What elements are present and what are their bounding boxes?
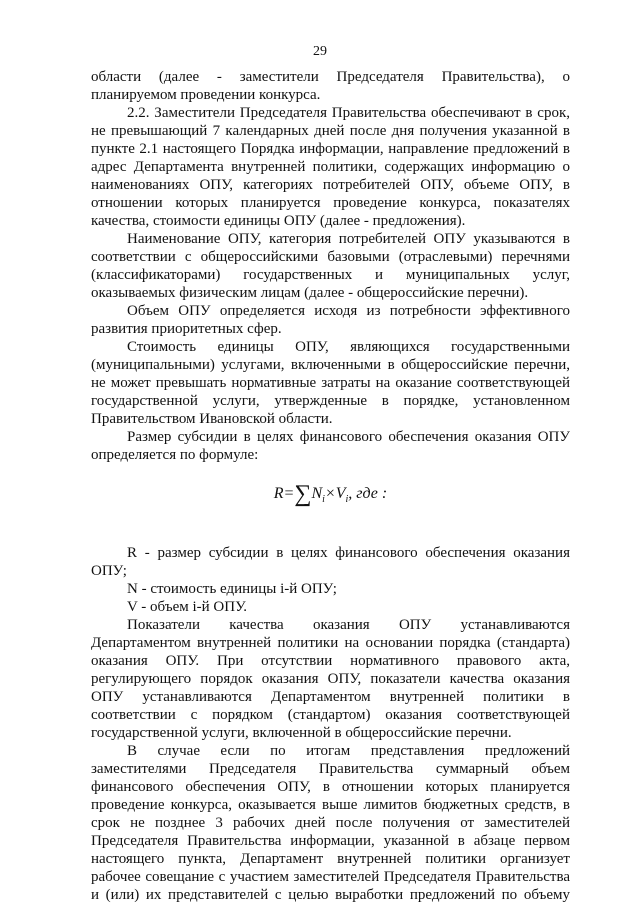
text-line: планируемом проведении конкурса. xyxy=(91,87,321,103)
formula-var-n: N xyxy=(311,485,323,502)
formula-var-r: R xyxy=(273,485,284,502)
text-line: оказываемых физическим лицам (далее - общероссийские перечни). xyxy=(91,285,529,301)
text-line: государственной услуги, утвержденные в порядке, установленном xyxy=(91,393,570,409)
text-line: настоящего пункта, Департамент внутренней политики организует xyxy=(91,851,570,867)
formula-equals: = xyxy=(283,485,295,502)
formula-where: , где : xyxy=(348,485,388,502)
text-line: Размер субсидии в целях финансового обеспечения оказания ОПУ xyxy=(127,429,570,445)
formula-var-v: V xyxy=(335,485,346,502)
text-line: ОПУ; xyxy=(91,563,127,579)
text-line: качества, стоимости единицы ОПУ (далее - предложения). xyxy=(91,213,466,229)
text-line: В случае если по итогам представления предложений xyxy=(127,743,570,759)
text-line: соответствии с общероссийскими базовыми (отраслевыми) перечнями xyxy=(91,249,570,265)
text-line: Председателя Правительства информации, указанной в абзаце первом xyxy=(91,833,570,849)
formula-sum-sign: ∑ xyxy=(294,481,312,507)
text-line: N - стоимость единицы i-й ОПУ; xyxy=(127,581,337,597)
text-line: наименованиях ОПУ, категориях потребителей ОПУ, объеме ОПУ, в xyxy=(91,177,570,193)
text-line: оказания ОПУ. При отсутствии нормативного правового акта, xyxy=(91,653,570,669)
text-line: не превышающий 7 календарных дней после дня получения указанной в xyxy=(91,123,570,139)
text-line: области (далее - заместители Председателя Правительства), о xyxy=(91,69,570,85)
text-line: не может превышать нормативные затраты на оказание соответствующей xyxy=(91,375,570,391)
text-line: и (или) их представителей с целью выработки предложений по объему xyxy=(91,887,570,903)
text-line: Департаментом внутренней политики на основании порядка (стандарта) xyxy=(91,635,570,651)
text-line: (муниципальными) услугами, включенными в общероссийские перечни, xyxy=(91,357,570,373)
text-line: Стоимость единицы ОПУ, являющихся государственными xyxy=(127,339,570,355)
text-line: проведение конкурса, оказывается выше лимитов бюджетных средств, в xyxy=(91,797,570,813)
formula-index-i: i xyxy=(345,494,349,506)
text-line: государственной услуги, включенной в общероссийские перечни. xyxy=(91,725,512,741)
text-line: срок не позднее 3 рабочих дней после получения от заместителей xyxy=(91,815,570,831)
page-number: 29 xyxy=(313,44,327,59)
text-line: заместителями Председателя Правительства суммарный объем xyxy=(91,761,570,777)
text-line: 2.2. Заместители Председателя Правительства обеспечивают в срок, xyxy=(127,105,570,121)
text-line: V - объем i-й ОПУ. xyxy=(127,599,247,615)
text-line: соответствии с порядком (стандартом) оказания соответствующей xyxy=(91,707,570,723)
text-line: Наименование ОПУ, категория потребителей ОПУ указываются в xyxy=(127,231,570,247)
text-line: Показатели качества оказания ОПУ устанавливаются xyxy=(127,617,570,633)
text-line: ОПУ устанавливаются Департаментом внутренней политики в xyxy=(91,689,570,705)
subsidy-formula xyxy=(91,474,570,514)
document-body xyxy=(91,68,570,904)
text-line: развития приоритетных сфер. xyxy=(91,321,282,337)
text-line: определяется по формуле: xyxy=(91,447,259,463)
text-line: Объем ОПУ определяется исходя из потребности эффективного xyxy=(127,303,570,319)
text-line: Правительством Ивановской области. xyxy=(91,411,333,427)
text-line: (классификаторами) государственных и муниципальных услуг, xyxy=(91,267,570,283)
text-line: рабочее совещание с участием заместителей Председателя Правительства xyxy=(91,869,570,885)
text-line: адрес Департамента внутренней политики, содержащих информацию о xyxy=(91,159,570,175)
formula-index-i: i xyxy=(322,494,325,506)
formula-times: × xyxy=(324,485,336,502)
text-line: финансового обеспечения ОПУ, в отношении которых планируется xyxy=(91,779,570,795)
text-line: пункте 2.1 настоящего Порядка информации, направление предложений в xyxy=(91,141,570,157)
text-line: отношении которых планируется проведение конкурса, показателях xyxy=(91,195,570,211)
text-line: регулирующего порядок оказания ОПУ, показатели качества оказания xyxy=(91,671,570,687)
text-line: R - размер субсидии в целях финансового обеспечения оказания xyxy=(127,545,570,561)
